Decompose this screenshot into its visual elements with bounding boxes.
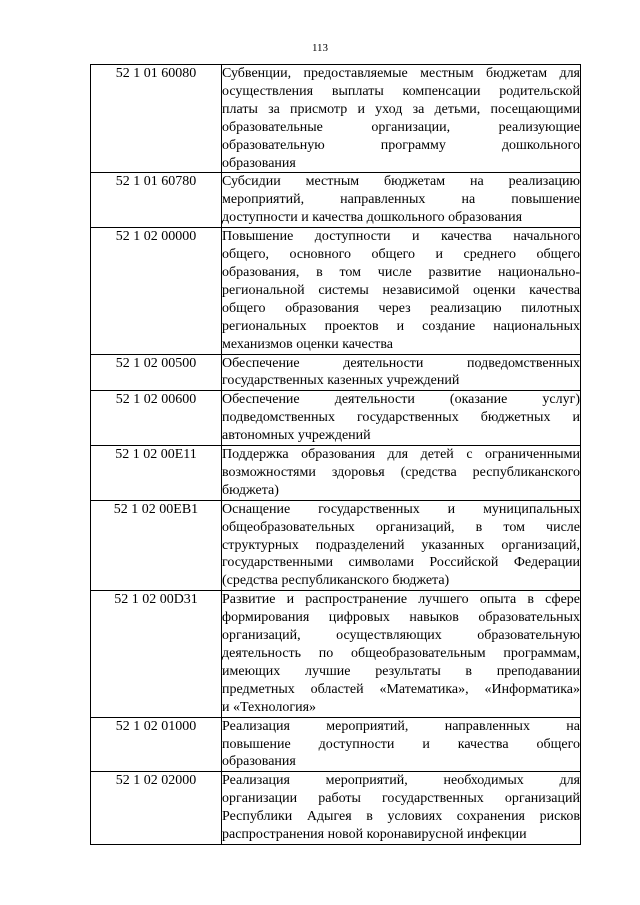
description-line: структурных подразделений указанных организаций, [222,537,580,553]
description-line: и «Технология» [222,699,317,715]
budget-code-cell: 52 1 02 01000 [91,717,222,772]
budget-code-cell: 52 1 02 00500 [91,354,222,391]
budget-classification-table [90,64,581,845]
description-line: Реализация мероприятий, необходимых для [222,773,580,789]
description-line: Субсидии местным бюджетам на реализацию [222,174,580,190]
description-line: деятельность по общеобразовательным программам, [222,646,580,661]
description-line: Повышение доступности и качества начального [222,229,580,245]
description-line: общего образования через реализацию пилотных [222,300,580,316]
table-row [91,591,581,717]
description-line: имеющих лучшие результаты в преподавании [222,663,580,679]
description-line: Республики Адыгея в условиях сохранения рисков [222,809,580,825]
description-line: общего, основного общего и среднего общего [222,247,580,263]
budget-code-cell: 52 1 02 00E11 [91,446,222,501]
description-line: осуществления выплаты компенсации родительской [222,83,580,99]
budget-code-cell: 52 1 02 00EB1 [91,500,222,591]
description-line: Поддержка образования для детей с ограниченными [222,447,580,463]
description-line: распространения новой коронавирусной инфекции [222,827,527,843]
budget-code-cell: 52 1 02 02000 [91,772,222,845]
description-line: образования, в том числе развитие национально- [222,264,580,280]
description-line: (средства республиканского бюджета) [222,573,450,589]
budget-description-cell [222,391,581,446]
table-row [91,772,581,845]
description-line: государственными символами Российской Федерации [222,555,580,571]
table-body [91,65,581,845]
budget-code-cell: 52 1 02 00000 [91,228,222,354]
table-row [91,354,581,391]
description-line: образования [222,754,296,770]
budget-description-cell [222,173,581,228]
description-line: Обеспечение деятельности подведомственных [222,355,580,371]
budget-description-cell [222,228,581,354]
description-line: доступности и качества дошкольного образования [222,210,523,226]
description-line: предметных областей «Математика», «Информатика» [222,681,580,697]
description-line: мероприятий, направленных на повышение [222,192,580,208]
table-row [91,173,581,228]
budget-description-cell [222,65,581,173]
budget-code-cell: 52 1 02 00600 [91,391,222,446]
description-line: платы за присмотр и уход за детьми, посещающими [222,101,580,117]
description-line: Обеспечение деятельности (оказание услуг) [222,392,580,408]
budget-code-cell: 52 1 01 60780 [91,173,222,228]
budget-description-cell [222,717,581,772]
budget-code-cell: 52 1 02 00D31 [91,591,222,717]
description-line: образования [222,155,296,171]
description-line: организаций, осуществляющих образовательную [222,628,580,644]
description-line: Развитие и распространение лучшего опыта в сфере [222,592,580,608]
description-line: формирования цифровых навыков образовательных [222,610,580,626]
description-line: образовательную программу дошкольного [222,137,580,153]
description-line: региональных проектов и создание национальных [222,318,580,334]
budget-description-cell [222,500,581,591]
budget-description-cell [222,354,581,391]
description-line: общеобразовательных организаций, в том числе [222,519,580,535]
table-row [91,717,581,772]
description-line: возможностями здоровья (средства республиканского [222,464,580,480]
page-number: 113 [311,42,329,54]
description-line: Оснащение государственных и муниципальных [222,501,580,517]
table-row [91,391,581,446]
budget-code-cell: 52 1 01 60080 [91,65,222,173]
description-line: Субвенции, предоставляемые местным бюджетам для [222,66,580,81]
description-line: организации работы государственных организаций [222,791,580,807]
budget-description-cell [222,591,581,717]
table-row [91,446,581,501]
table-row [91,65,581,173]
budget-description-cell [222,446,581,501]
description-line: подведомственных государственных бюджетных и [222,410,580,426]
description-line: образовательные организации, реализующие [222,119,580,135]
description-line: механизмов оценки качества [222,336,394,352]
description-line: бюджета) [222,482,279,498]
budget-description-cell [222,772,581,845]
table-row [91,500,581,591]
description-line: государственных казенных учреждений [222,373,460,389]
description-line: Реализация мероприятий, направленных на [222,718,580,734]
table-row [91,228,581,354]
description-line: региональной системы независимой оценки качества [222,282,580,298]
description-line: автономных учреждений [222,428,371,444]
description-line: повышение доступности и качества общего [222,736,580,752]
